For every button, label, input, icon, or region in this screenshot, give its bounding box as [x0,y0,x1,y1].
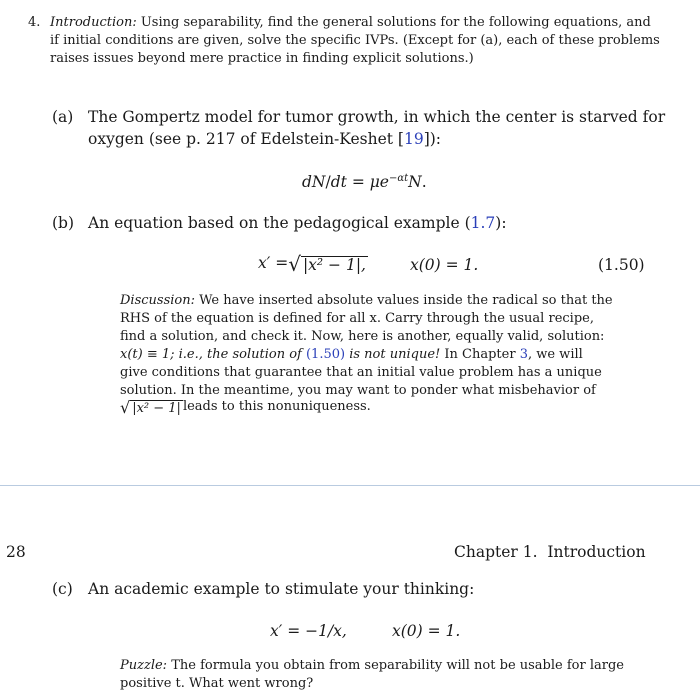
puzzle-line-1 [120,657,624,675]
initial-condition-b: x(0) = 1. [410,256,479,274]
inline-radical-sign: √ [120,398,131,417]
puzzle-label: Puzzle: [120,658,168,673]
radicand: |x² − 1|, [302,256,366,274]
problem-intro-line-2: if initial conditions are given, solve the specific IVPs. (Except for (a), each of these problems [50,33,660,48]
page-number: 28 [6,543,26,561]
part-b-line [88,212,507,234]
discussion-7-post: leads to this nonuniqueness. [182,399,371,414]
eq-a-dt: dt [330,173,347,192]
discussion-4-italic-1: the solution of [207,347,302,362]
running-head: Chapter 1. Introduction [454,543,646,561]
part-a-line-1: The Gompertz model for tumor growth, in which the center is starved for [88,108,666,126]
discussion-label: Discussion: [120,293,195,308]
eq-a-N: N [408,173,422,192]
equation-number-1-50: (1.50) [598,256,645,274]
reference-link-1-7[interactable]: 1.7 [470,214,496,232]
problem-intro-line-3: raises issues beyond mere practice in finding explicit solutions.) [50,51,474,66]
part-b-label: (b) [52,214,75,232]
discussion-4-end: , we will [527,347,583,362]
intro-text: Using separability, find the general solutions for the following equations, and [136,15,651,30]
citation-link-19[interactable]: 19 [403,130,424,148]
puzzle-text-1: The formula you obtain from separability will not be usable for large [167,658,624,673]
part-a-line-2-end: ]): [423,130,442,148]
part-b-end: ): [495,214,507,232]
discussion-line-2: RHS of the equation is defined for all x. Carry through the usual recipe, [120,311,594,326]
eq-a-dN: dN [302,173,326,192]
equation-c: x′ = −1/x, [270,622,347,640]
discussion-text-1: We have inserted absolute values inside the radical so that the [195,293,613,308]
eq-b-lhs: x′ = [258,254,289,272]
part-a-label: (a) [52,108,74,126]
gompertz-equation [302,168,427,193]
equation-1-50 [258,252,368,274]
sqrt-inline [120,400,183,416]
discussion-line-1 [120,292,613,310]
part-b-text: An equation based on the pedagogical example ( [88,214,471,232]
discussion-line-7 [120,398,371,416]
eq-a-period: . [421,173,427,192]
radical-sign: √ [288,252,301,276]
eq-a-equals: = [346,173,370,192]
chapter-link-3[interactable]: 3 [519,347,528,362]
part-a-line-2-text: oxygen (see p. 217 of Edelstein-Keshet [ [88,130,404,148]
eq-a-mu-e: μe [369,173,389,192]
part-c-label: (c) [52,580,73,598]
discussion-4-italic-2: is not unique! [349,347,441,362]
page-break-divider [0,485,700,486]
part-a-line-2 [88,128,441,150]
eq-a-exponent: −αt [388,173,409,184]
inline-radicand: |x² − 1| [132,401,181,416]
discussion-line-3: find a solution, and check it. Now, here is another, equally valid, solution: [120,329,605,344]
initial-condition-c: x(0) = 1. [392,622,461,640]
problem-number: 4. [28,15,41,30]
reference-link-1-50[interactable]: (1.50) [301,347,350,362]
eq-a-slash: / [325,173,331,192]
discussion-line-6: solution. In the meantime, you may want to ponder what misbehavior of [120,383,596,398]
discussion-line-5: give conditions that guarantee that an initial value problem has a unique [120,365,602,380]
discussion-4-post: In Chapter [440,347,520,362]
part-c-line: An academic example to stimulate your thinking: [88,580,475,598]
discussion-line-4 [120,346,583,364]
sqrt-expression [288,254,368,274]
intro-label: Introduction: [50,15,137,30]
puzzle-line-2: positive t. What went wrong? [120,676,314,691]
discussion-4-pre: x(t) ≡ 1; i.e., [120,347,208,362]
problem-intro-line-1 [50,14,651,32]
